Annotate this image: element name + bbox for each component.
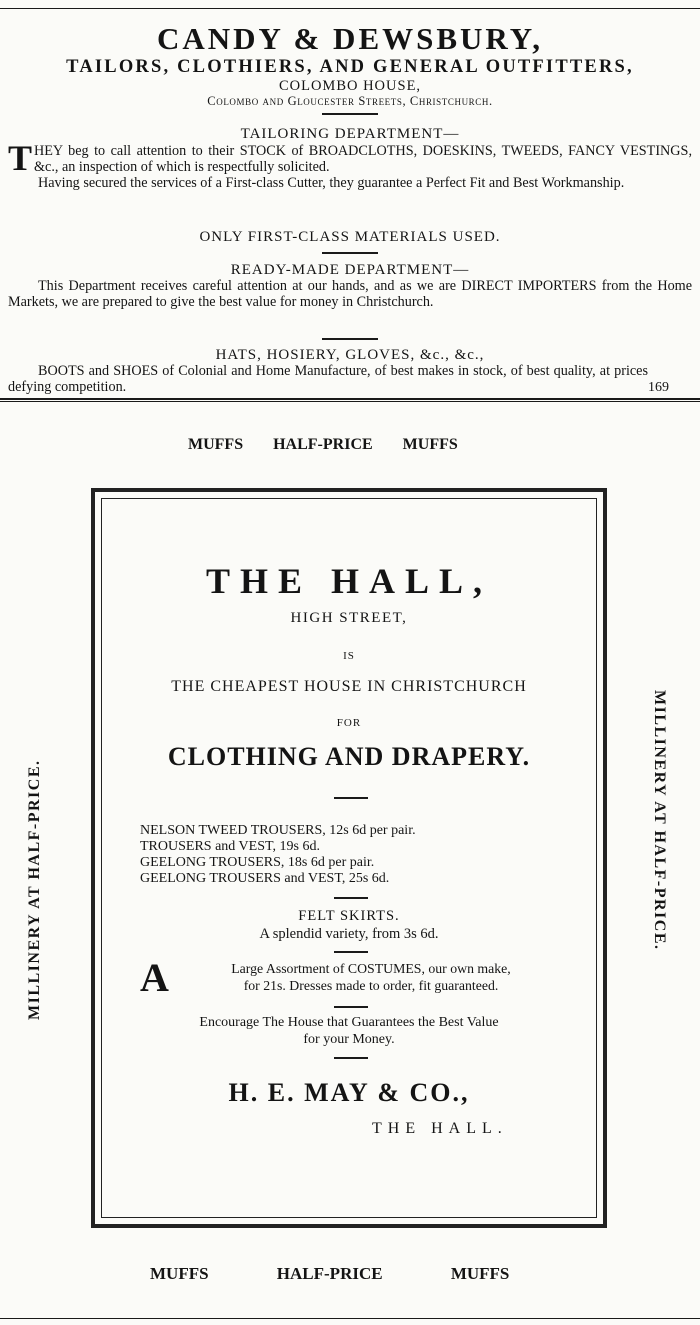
encourage-line: for your Money. xyxy=(303,1032,395,1047)
divider xyxy=(322,113,378,115)
divider xyxy=(334,897,368,899)
tailoring-paragraph xyxy=(8,138,692,191)
felt-skirts-sub: A splendid variety, from 3s 6d. xyxy=(259,926,439,942)
list-item: TROUSERS and VEST, 19s 6d. xyxy=(140,839,320,854)
hall-street: HIGH STREET, xyxy=(290,610,408,626)
ad1-address: Colombo and Gloucester Streets, Christchurch. xyxy=(207,94,493,108)
muffs-word: MUFFS xyxy=(188,436,244,453)
divider xyxy=(322,338,378,340)
ad-number: 169 xyxy=(648,380,669,395)
bottom-rule xyxy=(0,1318,700,1319)
hall-for: FOR xyxy=(336,717,362,729)
materials-note: ONLY FIRST-CLASS MATERIALS USED. xyxy=(199,229,501,245)
dropcap-letter: T xyxy=(8,138,33,178)
costume-block xyxy=(140,955,560,1000)
half-price-word: HALF-PRICE xyxy=(273,436,373,453)
felt-skirts-title: FELT SKIRTS. xyxy=(298,908,400,924)
firm-subtitle: THE HALL. xyxy=(372,1120,508,1137)
divider xyxy=(334,951,368,953)
readymade-heading: READY-MADE DEPARTMENT— xyxy=(230,262,470,278)
readymade-text: This Department receives careful attention at our hands, and as we are DIRECT IMPORTERS from the Home Markets, we are prepared to give the best value for money in Christchurch. xyxy=(8,278,692,310)
costume-line: for 21s. Dresses made to order, fit guaranteed. xyxy=(243,978,499,993)
muffs-word: MUFFS xyxy=(402,436,458,453)
costume-line: Large Assortment of COSTUMES, our own make, xyxy=(231,961,511,976)
side-text-left: MILLINERY AT HALF-PRICE. xyxy=(26,759,43,1020)
ad1-title: CANDY & DEWSBURY, xyxy=(156,21,544,56)
muffs-word: MUFFS xyxy=(450,1264,510,1283)
muffs-banner-bottom xyxy=(150,1264,570,1284)
price-list xyxy=(140,823,560,887)
half-price-word: HALF-PRICE xyxy=(276,1264,383,1283)
side-text-right: MILLINERY AT HALF-PRICE. xyxy=(651,690,668,951)
list-item: GEELONG TROUSERS, 18s 6d per pair. xyxy=(140,855,375,870)
hall-title: THE HALL, xyxy=(205,561,493,601)
section-rule xyxy=(0,398,700,400)
firm-name: H. E. MAY & CO., xyxy=(228,1078,470,1107)
divider xyxy=(334,797,368,799)
encourage-text xyxy=(101,1014,597,1048)
tailoring-text: HEY beg to call attention to their STOCK of BROADCLOTHS, DOESKINS, TWEEDS, FANCY VESTINGS, &c., an inspection of which is respectfully solicited. xyxy=(34,143,692,175)
section-rule-2 xyxy=(0,401,700,402)
cutter-text: Having secured the services of a First-class Cutter, they guarantee a Perfect Fit and Best Workmanship. xyxy=(38,175,625,191)
list-item: NELSON TWEED TROUSERS, 12s 6d per pair. xyxy=(140,823,416,838)
hats-text: BOOTS and SHOES of Colonial and Home Manufacture, of best makes in stock, of best quality, at prices defying competition. xyxy=(8,363,648,395)
cheapest-house: THE CHEAPEST HOUSE IN CHRISTCHURCH xyxy=(171,678,527,695)
top-rule xyxy=(0,8,700,9)
list-item: GEELONG TROUSERS and VEST, 25s 6d. xyxy=(140,871,390,886)
muffs-banner-top xyxy=(188,436,528,454)
muffs-word: MUFFS xyxy=(150,1264,209,1283)
ad1-house: COLOMBO HOUSE, xyxy=(278,78,422,94)
hall-is: IS xyxy=(343,650,355,662)
clothing-drapery: CLOTHING AND DRAPERY. xyxy=(167,742,531,771)
hats-paragraph xyxy=(8,363,648,395)
tailoring-heading: TAILORING DEPARTMENT— xyxy=(240,126,460,142)
divider xyxy=(334,1057,368,1059)
encourage-line: Encourage The House that Guarantees the Best Value xyxy=(199,1015,499,1030)
ad1-subtitle: TAILORS, CLOTHIERS, AND GENERAL OUTFITTERS, xyxy=(66,57,634,77)
hats-heading: HATS, HOSIERY, GLOVES, &c., &c., xyxy=(215,347,485,363)
divider xyxy=(322,252,378,254)
dropcap-letter: A xyxy=(140,955,169,1000)
divider xyxy=(334,1006,368,1008)
readymade-paragraph xyxy=(8,278,692,310)
